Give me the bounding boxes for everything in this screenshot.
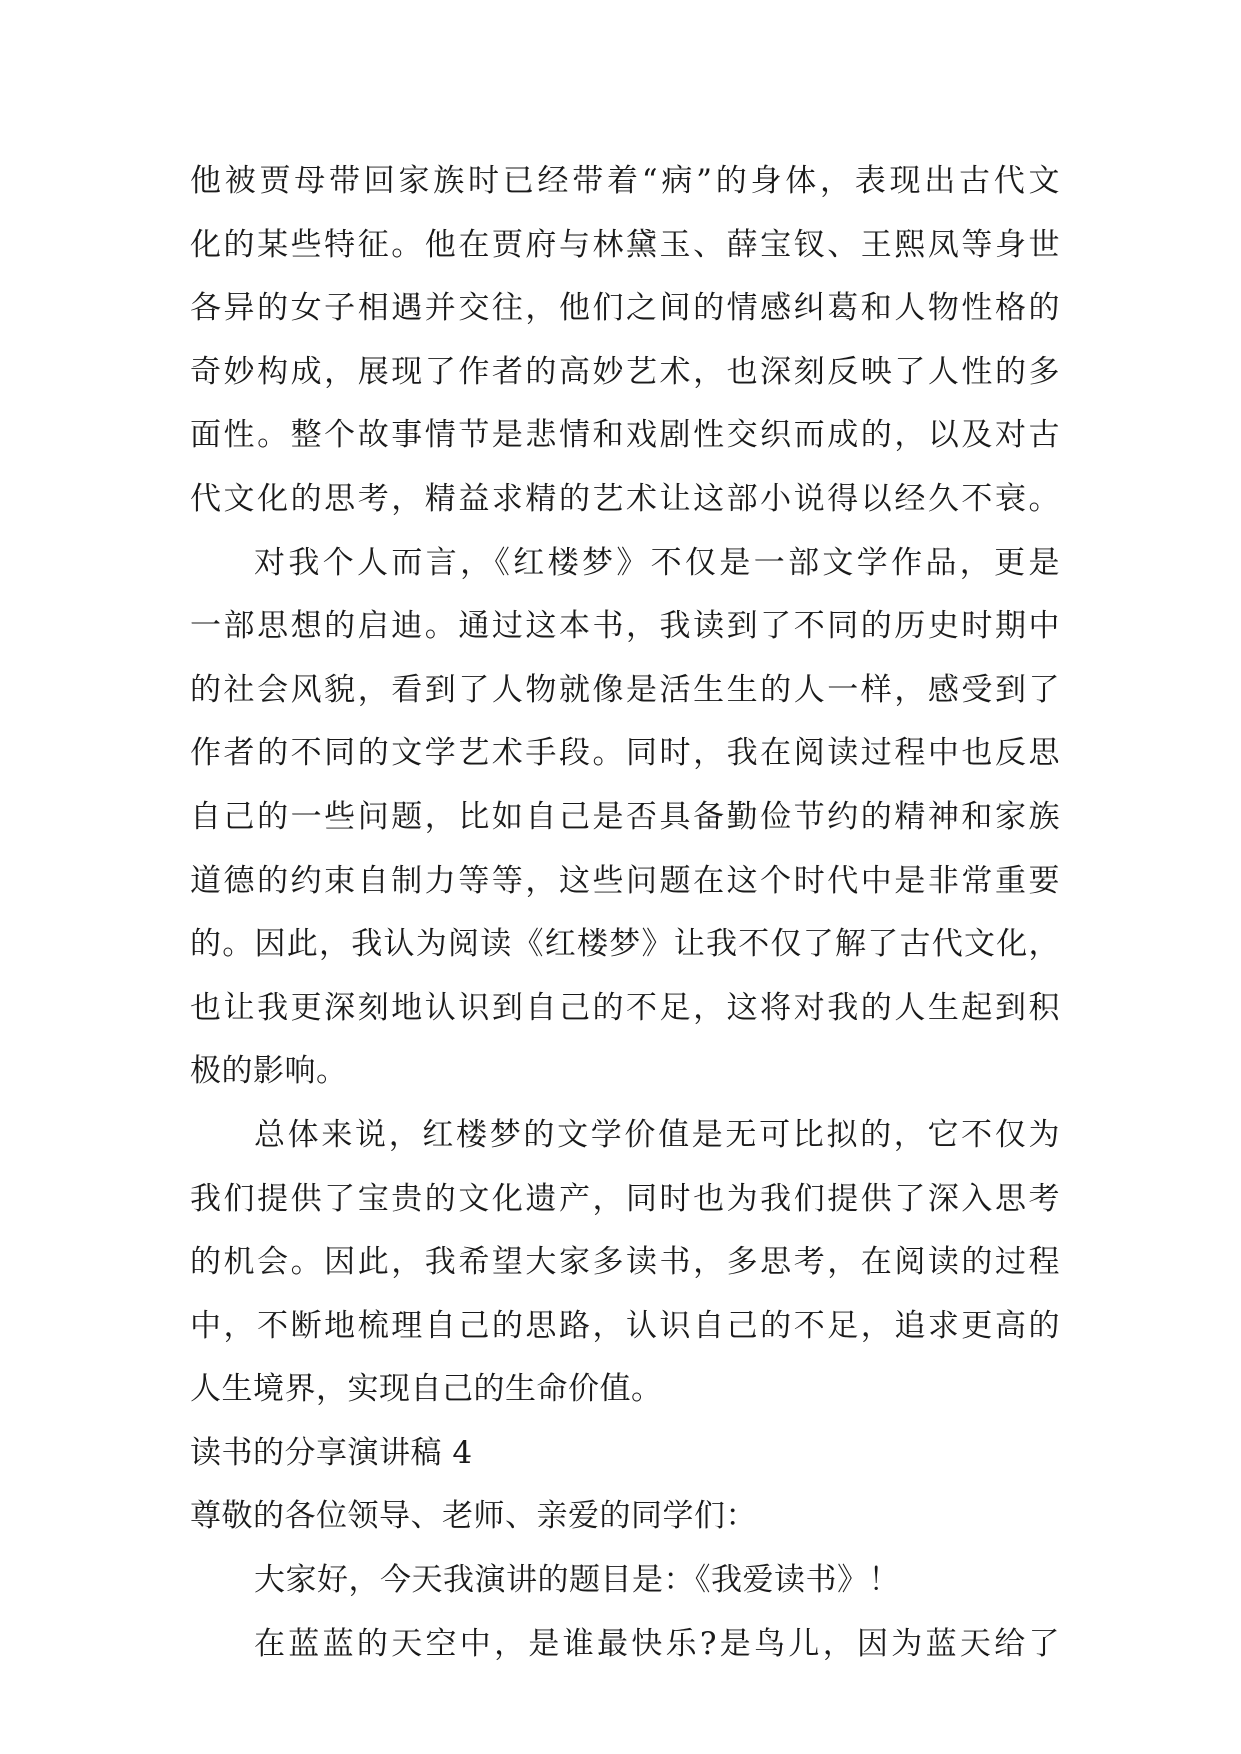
text-line: 自己的一些问题，比如自己是否具备勤俭节约的精神和家族 (190, 798, 1060, 835)
text-line: 我们提供了宝贵的文化遗产，同时也为我们提供了深入思考 (190, 1180, 1060, 1217)
text-line: 的社会风貌，看到了人物就像是活生生的人一样，感受到了 (190, 671, 1060, 708)
paragraph-start-line: 对我个人而言，《红楼梦》不仅是一部文学作品，更是 (254, 544, 1060, 581)
text-line: 的。因此，我认为阅读《红楼梦》让我不仅了解了古代文化， (190, 926, 1060, 963)
text-line: 道德的约束自制力等等，这些问题在这个时代中是非常重要 (190, 862, 1060, 899)
text-line: 也让我更深刻地认识到自己的不足，这将对我的人生起到积 (190, 989, 1060, 1026)
text-line: 代文化的思考，精益求精的艺术让这部小说得以经久不衰。 (190, 480, 1060, 517)
section-heading: 读书的分享演讲稿 4 (190, 1434, 473, 1471)
text-line: 的机会。因此，我希望大家多读书，多思考，在阅读的过程 (190, 1244, 1060, 1281)
text-line: 他被贾母带回家族时已经带着“病”的身体，表现出古代文 (190, 163, 1060, 199)
text-line: 作者的不同的文学艺术手段。同时，我在阅读过程中也反思 (190, 735, 1060, 772)
text-line: 极的影响。 (190, 1053, 348, 1090)
text-line: 化的某些特征。他在贾府与林黛玉、薛宝钗、王熙凤等身世 (190, 226, 1060, 263)
text-line: 人生境界，实现自己的生命价值。 (190, 1371, 663, 1408)
text-line: 各异的女子相遇并交往，他们之间的情感纠葛和人物性格的 (190, 290, 1060, 327)
body-text (190, 150, 1060, 1676)
text-line: 一部思想的启迪。通过这本书，我读到了不同的历史时期中 (190, 608, 1060, 645)
text-line: 奇妙构成，展现了作者的高妙艺术，也深刻反映了人性的多 (190, 353, 1060, 390)
text-line: 面性。整个故事情节是悲情和戏剧性交织而成的，以及对古 (190, 417, 1060, 454)
paragraph-start-line: 在蓝蓝的天空中，是谁最快乐?是鸟儿，因为蓝天给了 (254, 1625, 1060, 1662)
paragraph-start-line: 大家好，今天我演讲的题目是：《我爱读书》！ (254, 1562, 900, 1599)
salutation: 尊敬的各位领导、老师、亲爱的同学们： (190, 1498, 757, 1535)
paragraph-start-line: 总体来说，红楼梦的文学价值是无可比拟的，它不仅为 (254, 1116, 1060, 1153)
text-line: 中，不断地梳理自己的思路，认识自己的不足，追求更高的 (190, 1307, 1060, 1344)
